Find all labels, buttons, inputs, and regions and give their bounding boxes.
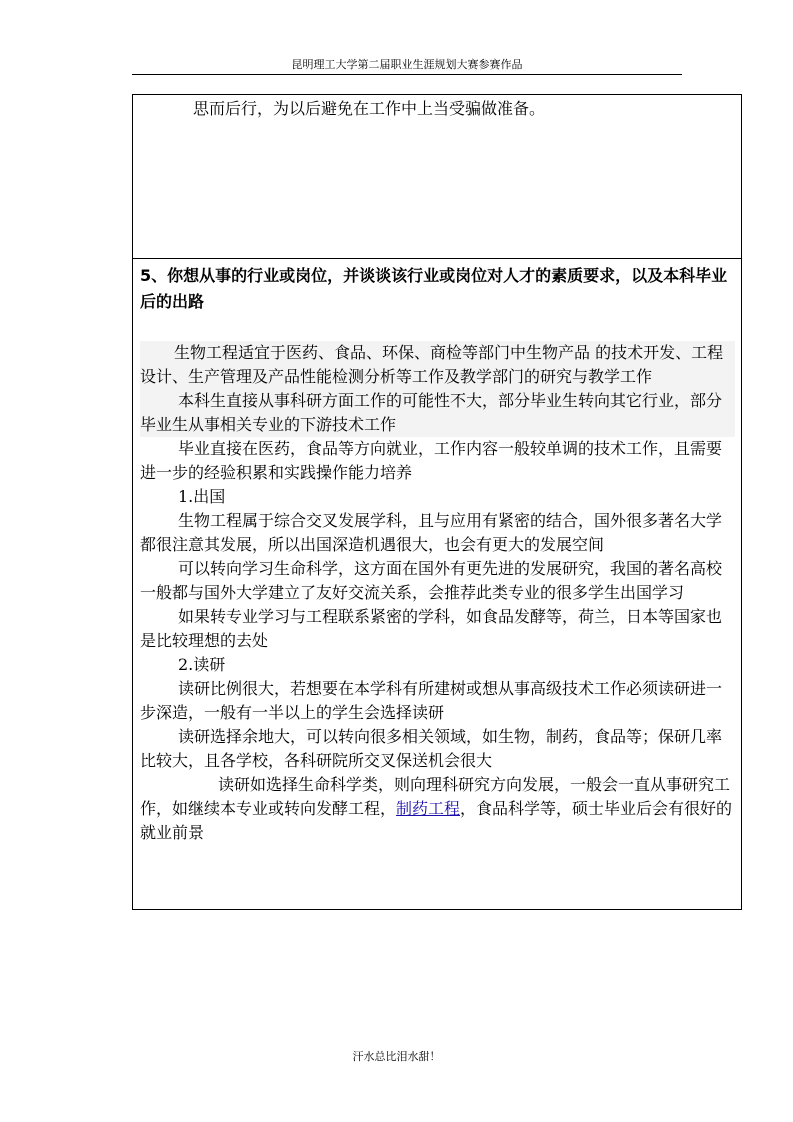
paragraph-8: 读研选择余地大，可以转向很多相关领域，如生物，制药，食品等；保研几率比较大，且各学校，各科研院所交叉保送机会很大	[140, 727, 723, 770]
paragraph-9	[140, 773, 735, 845]
paragraph-5: 可以转向学习生命科学，这方面在国外有更先进的发展研究，我国的著名高校一般都与国外大学建立了友好交流关系，会推荐此类专业的很多学生出国学习	[140, 559, 723, 602]
continued-paragraph: 思而后行，为以后避免在工作中上当受骗做准备。	[193, 99, 546, 118]
paragraph-9-text-after: ，食品科学等，硕士毕业后会有很好的就业前景	[140, 799, 733, 842]
content-table	[132, 94, 742, 910]
paragraph-7: 读研比例很大，若想要在本学科有所建树或想从事高级技术工作必须读研进一步深造，一般有一半以上的学生会选择读研	[140, 679, 723, 722]
paragraph-4: 生物工程属于综合交叉发展学科，且与应用有紧密的结合，国外很多著名大学都很注意其发展，所以出国深造机遇很大，也会有更大的发展空间	[140, 511, 723, 554]
section5-heading: 5、你想从事的行业或岗位，并谈谈该行业或岗位对人才的素质要求，以及本科毕业后的出路	[140, 266, 728, 311]
page-footer: 汗水总比泪水甜！	[352, 1050, 441, 1063]
paragraph-1: 生物工程适宜于医药、食品、环保、商检等部门中生物产品 的技术开发、工程设计、生产管理及产品性能检测分析等工作及教学部门的研究与教学工作	[140, 341, 735, 389]
option2-title: 2.读研	[178, 655, 226, 674]
previous-section-cell	[133, 95, 741, 259]
pharmaceutical-engineering-link[interactable]: 制药工程	[396, 799, 461, 818]
section5-cell	[133, 259, 741, 845]
paragraph-3: 毕业直接在医药，食品等方向就业，工作内容一般较单调的技术工作，且需要进一步的经验积累和实践操作能力培养	[140, 439, 723, 482]
paragraph-6: 如果转专业学习与工程联系紧密的学科，如食品发酵等，荷兰，日本等国家也是比较理想的去处	[140, 607, 723, 650]
paragraph-2: 本科生直接从事科研方面工作的可能性不大，部分毕业生转向其它行业，部分毕业生从事相关专业的下游技术工作	[140, 389, 735, 437]
option1-title: 1.出国	[178, 487, 226, 506]
page-header: 昆明理工大学第二届职业生涯规划大赛参赛作品	[132, 56, 682, 75]
paragraph-9-text-before: 读研如选择生命科学类，则向理科研究方向发展，一般会一直从事研究工作，如继续本专业或转向发酵工程，	[140, 775, 731, 818]
